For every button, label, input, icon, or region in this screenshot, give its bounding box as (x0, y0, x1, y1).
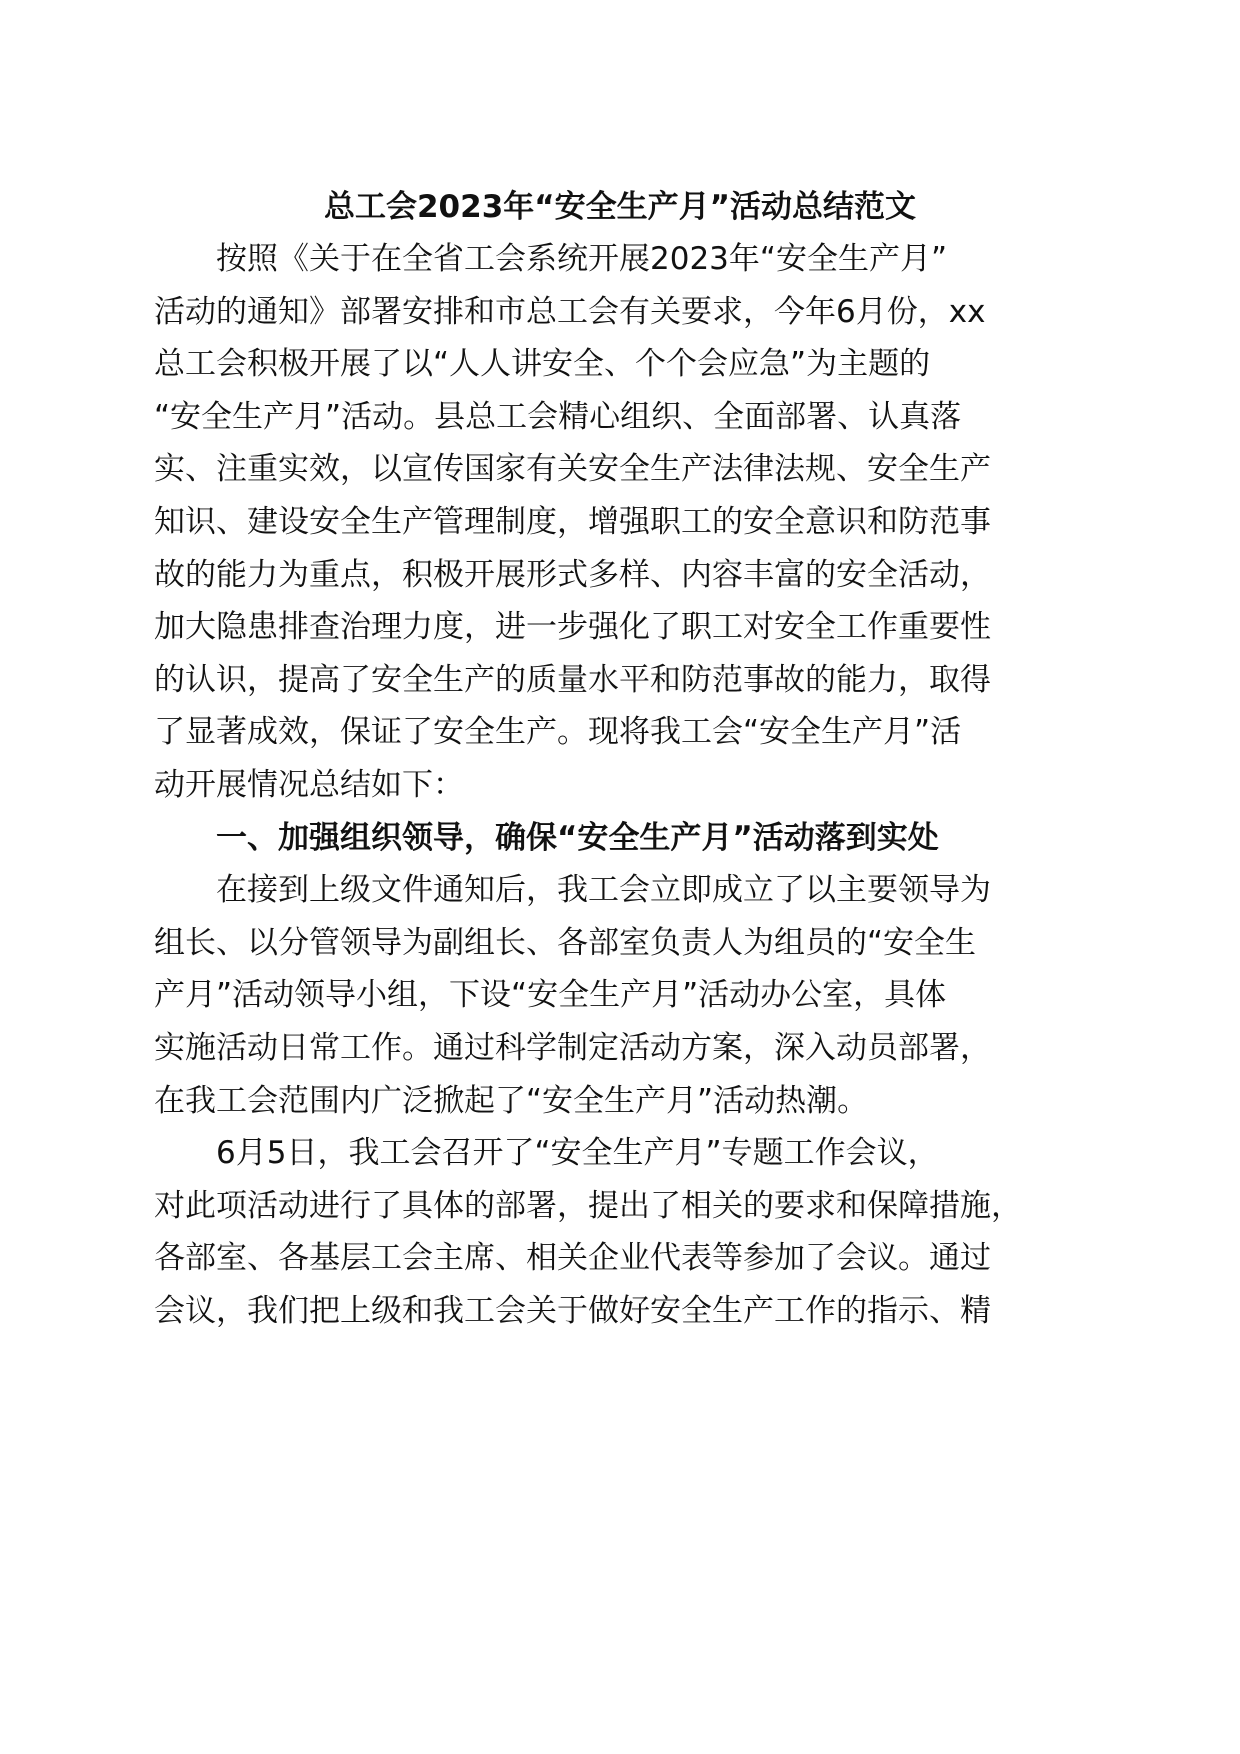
body-text-line: 组长、以分管领导为副组长、各部室负责人为组员的“安全生 (154, 925, 977, 961)
section-heading: 一、加强组织领导，确保“安全生产月”活动落到实处 (216, 820, 939, 856)
document-title: 总工会2023年“安全生产月”活动总结范文 (323, 189, 917, 225)
body-text-line: 加大隐患排查治理力度，进一步强化了职工对安全工作重要性 (154, 609, 991, 645)
body-text-line: 活动的通知》部署安排和市总工会有关要求，今年6月份，xx (154, 294, 986, 330)
body-text-line: 故的能力为重点，积极开展形式多样、内容丰富的安全活动， (154, 557, 991, 593)
body-text-line: 实、注重实效，以宣传国家有关安全生产法律法规、安全生产 (154, 451, 991, 487)
body-text-line: 了显著成效，保证了安全生产。现将我工会“安全生产月”活 (154, 714, 962, 750)
body-text-line: “安全生产月”活动。县总工会精心组织、全面部署、认真落 (154, 399, 962, 435)
body-text-line: 各部室、各基层工会主席、相关企业代表等参加了会议。通过 (154, 1240, 991, 1276)
body-text-line: 动开展情况总结如下： (154, 767, 464, 803)
body-text-line: 实施活动日常工作。通过科学制定活动方案，深入动员部署， (154, 1030, 991, 1066)
body-text-line: 会议，我们把上级和我工会关于做好安全生产工作的指示、精 (154, 1293, 991, 1329)
body-text-line: 产月”活动领导小组，下设“安全生产月”活动办公室，具体 (154, 977, 947, 1013)
body-text-line: 对此项活动进行了具体的部署，提出了相关的要求和保障措施， (154, 1188, 1022, 1224)
body-text-line: 在接到上级文件通知后，我工会立即成立了以主要领导为 (216, 872, 991, 908)
body-text-line: 按照《关于在全省工会系统开展2023年“安全生产月” (216, 241, 948, 277)
body-text-line: 的认识，提高了安全生产的质量水平和防范事故的能力，取得 (154, 662, 991, 698)
body-text-line: 总工会积极开展了以“人人讲安全、个个会应急”为主题的 (154, 346, 931, 382)
body-text-line: 在我工会范围内广泛掀起了“安全生产月”活动热潮。 (154, 1083, 869, 1119)
body-text-line: 知识、建设安全生产管理制度，增强职工的安全意识和防范事 (154, 504, 991, 540)
body-text-line: 6月5日，我工会召开了“安全生产月”专题工作会议， (216, 1135, 939, 1171)
